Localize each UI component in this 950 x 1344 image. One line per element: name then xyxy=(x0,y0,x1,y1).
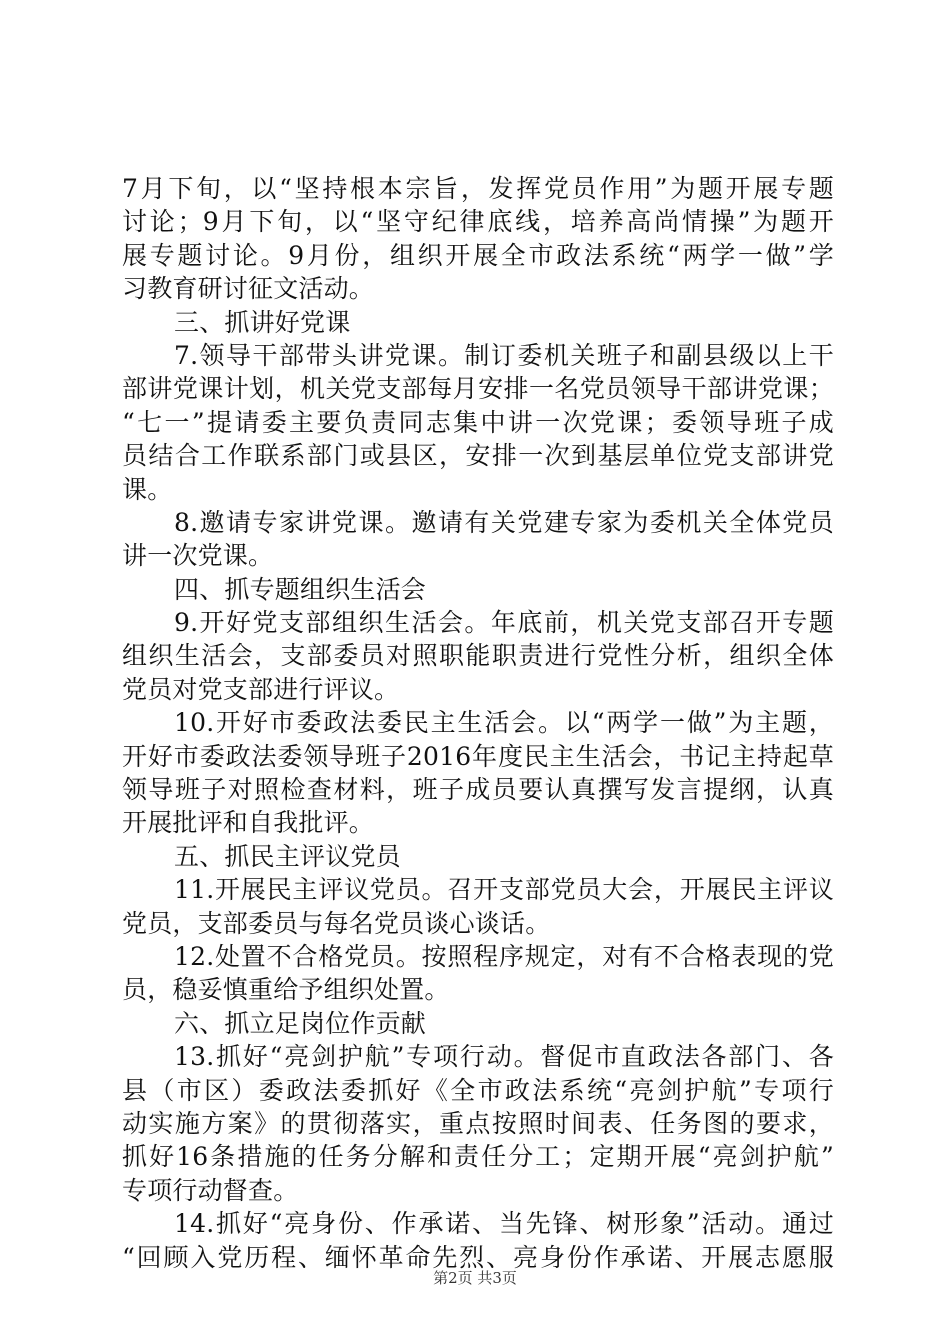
text-line: 课。 xyxy=(122,474,173,504)
text-line: 7月下旬，以“坚持根本宗旨，发挥党员作用”为题开展专题 xyxy=(122,174,834,203)
text-line: 动实施方案》的贯彻落实，重点按照时间表、任务图的要求， xyxy=(122,1108,834,1138)
document-body xyxy=(122,172,834,1274)
text-line: 开展批评和自我批评。 xyxy=(122,808,375,838)
text-line: 讨论；9月下旬，以“坚守纪律底线，培养高尚情操”为题开 xyxy=(122,207,834,237)
text-line: 三、抓讲好党课 xyxy=(174,307,351,337)
text-line: 11.开展民主评议党员。召开支部党员大会，开展民主评议 xyxy=(174,875,834,905)
text-line: 讲一次党课。 xyxy=(122,541,274,571)
text-line: 抓好16条措施的任务分解和责任分工；定期开展“亮剑护航” xyxy=(122,1142,834,1172)
text-line: 习教育研讨征文活动。 xyxy=(122,274,375,304)
text-line: 12.处置不合格党员。按照程序规定，对有不合格表现的党 xyxy=(174,941,834,971)
text-line: 部讲党课计划，机关党支部每月安排一名党员领导干部讲党课； xyxy=(122,374,834,404)
text-line: 14.抓好“亮身份、作承诺、当先锋、树形象”活动。通过 xyxy=(174,1209,834,1239)
text-line: 四、抓专题组织生活会 xyxy=(174,574,427,604)
text-line: 7.领导干部带头讲党课。制订委机关班子和副县级以上干 xyxy=(174,340,834,370)
text-line: 组织生活会，支部委员对照职能职责进行党性分析，组织全体 xyxy=(122,641,834,671)
page-footer: 第2页 共3页 xyxy=(433,1269,517,1287)
text-line: 10.开好市委政法委民主生活会。以“两学一做”为主题， xyxy=(174,708,834,738)
text-line: 9.开好党支部组织生活会。年底前，机关党支部召开专题 xyxy=(174,608,834,638)
text-line: 员结合工作联系部门或县区，安排一次到基层单位党支部讲党 xyxy=(122,441,834,471)
text-line: 五、抓民主评议党员 xyxy=(174,841,401,871)
text-line: 领导班子对照检查材料，班子成员要认真撰写发言提纲，认真 xyxy=(122,775,834,805)
text-line: 党员，支部委员与每名党员谈心谈话。 xyxy=(122,908,551,938)
text-line: 六、抓立足岗位作贡献 xyxy=(174,1008,427,1038)
text-line: “七一”提请委主要负责同志集中讲一次党课；委领导班子成 xyxy=(122,407,834,437)
text-line: 开好市委政法委领导班子2016年度民主生活会，书记主持起草 xyxy=(122,741,834,771)
text-line: 党员对党支部进行评议。 xyxy=(122,674,400,704)
text-line: 县（市区）委政法委抓好《全市政法系统“亮剑护航”专项行 xyxy=(122,1075,834,1105)
text-line: 专项行动督查。 xyxy=(122,1175,299,1205)
text-line: “回顾入党历程、缅怀革命先烈、亮身份作承诺、开展志愿服 xyxy=(122,1242,834,1272)
text-line: 13.抓好“亮剑护航”专项行动。督促市直政法各部门、各 xyxy=(174,1042,834,1072)
text-line: 展专题讨论。9月份，组织开展全市政法系统“两学一做”学 xyxy=(122,240,834,270)
text-line: 员，稳妥慎重给予组织处置。 xyxy=(122,975,450,1005)
text-line: 8.邀请专家讲党课。邀请有关党建专家为委机关全体党员 xyxy=(174,507,834,537)
